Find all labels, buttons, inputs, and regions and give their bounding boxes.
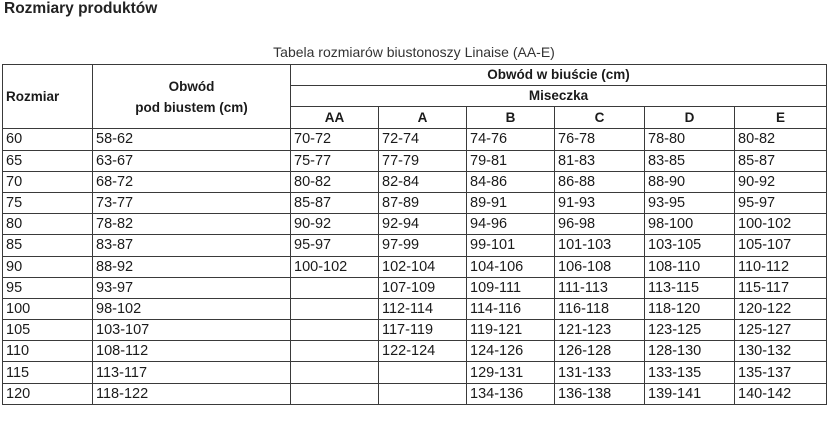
cup-cell-aa: 85-87 (291, 192, 379, 213)
size-cell: 120 (3, 383, 93, 404)
cup-cell-b: 89-91 (467, 192, 555, 213)
cup-cell-aa (291, 341, 379, 362)
cup-cell-c: 96-98 (555, 214, 645, 235)
cup-cell-c: 131-133 (555, 362, 645, 383)
cup-header-a: A (379, 107, 467, 129)
cup-cell-d: 93-95 (645, 192, 735, 213)
cup-group-header: Miseczka (291, 86, 827, 107)
cup-cell-e: 130-132 (735, 341, 827, 362)
underbust-cell: 93-97 (93, 277, 291, 298)
cup-cell-d: 123-125 (645, 320, 735, 341)
underbust-cell: 88-92 (93, 256, 291, 277)
underbust-cell: 118-122 (93, 383, 291, 404)
table-row (3, 362, 827, 383)
cup-cell-d: 78-80 (645, 129, 735, 150)
underbust-column-header (93, 65, 291, 129)
cup-cell-e: 105-107 (735, 235, 827, 256)
cup-cell-a: 107-109 (379, 277, 467, 298)
underbust-cell: 78-82 (93, 214, 291, 235)
cup-cell-aa: 90-92 (291, 214, 379, 235)
cup-cell-b: 109-111 (467, 277, 555, 298)
cup-cell-d: 118-120 (645, 298, 735, 319)
cup-cell-aa: 95-97 (291, 235, 379, 256)
cup-cell-d: 108-110 (645, 256, 735, 277)
cup-cell-d: 113-115 (645, 277, 735, 298)
cup-cell-a: 117-119 (379, 320, 467, 341)
cup-cell-b: 74-76 (467, 129, 555, 150)
cup-cell-b: 124-126 (467, 341, 555, 362)
cup-cell-a: 112-114 (379, 298, 467, 319)
cup-cell-aa: 70-72 (291, 129, 379, 150)
size-column-header: Rozmiar (3, 65, 93, 129)
cup-cell-c: 121-123 (555, 320, 645, 341)
cup-cell-c: 86-88 (555, 171, 645, 192)
underbust-cell: 98-102 (93, 298, 291, 319)
table-row (3, 171, 827, 192)
cup-header-aa: AA (291, 107, 379, 129)
cup-cell-aa (291, 277, 379, 298)
cup-cell-e: 125-127 (735, 320, 827, 341)
table-row (3, 129, 827, 150)
cup-cell-d: 133-135 (645, 362, 735, 383)
cup-cell-c: 106-108 (555, 256, 645, 277)
cup-cell-d: 139-141 (645, 383, 735, 404)
cup-cell-e: 90-92 (735, 171, 827, 192)
underbust-cell: 108-112 (93, 341, 291, 362)
size-cell: 85 (3, 235, 93, 256)
cup-cell-aa (291, 362, 379, 383)
cup-cell-e: 140-142 (735, 383, 827, 404)
size-cell: 70 (3, 171, 93, 192)
underbust-cell: 83-87 (93, 235, 291, 256)
table-row (3, 192, 827, 213)
cup-cell-c: 91-93 (555, 192, 645, 213)
cup-cell-e: 110-112 (735, 256, 827, 277)
cup-cell-aa: 75-77 (291, 150, 379, 171)
table-row (3, 214, 827, 235)
cup-cell-b: 99-101 (467, 235, 555, 256)
cup-cell-a (379, 362, 467, 383)
cup-cell-a: 102-104 (379, 256, 467, 277)
cup-cell-b: 79-81 (467, 150, 555, 171)
table-row (3, 235, 827, 256)
underbust-cell: 113-117 (93, 362, 291, 383)
size-cell: 110 (3, 341, 93, 362)
underbust-cell: 73-77 (93, 192, 291, 213)
cup-cell-d: 88-90 (645, 171, 735, 192)
underbust-cell: 103-107 (93, 320, 291, 341)
cup-cell-e: 100-102 (735, 214, 827, 235)
cup-header-e: E (735, 107, 827, 129)
cup-cell-b: 84-86 (467, 171, 555, 192)
table-row (3, 298, 827, 319)
cup-cell-c: 111-113 (555, 277, 645, 298)
cup-cell-e: 115-117 (735, 277, 827, 298)
cup-cell-a: 87-89 (379, 192, 467, 213)
cup-cell-c: 126-128 (555, 341, 645, 362)
cup-header-d: D (645, 107, 735, 129)
cup-header-c: C (555, 107, 645, 129)
cup-cell-e: 95-97 (735, 192, 827, 213)
cup-cell-aa: 80-82 (291, 171, 379, 192)
cup-cell-b: 119-121 (467, 320, 555, 341)
cup-cell-d: 83-85 (645, 150, 735, 171)
cup-cell-aa (291, 298, 379, 319)
cup-cell-aa (291, 320, 379, 341)
table-row (3, 277, 827, 298)
underbust-cell: 63-67 (93, 150, 291, 171)
size-table (2, 64, 827, 405)
underbust-cell: 58-62 (93, 129, 291, 150)
size-cell: 75 (3, 192, 93, 213)
size-cell: 100 (3, 298, 93, 319)
table-row (3, 256, 827, 277)
table-caption: Tabela rozmiarów biustonoszy Linaise (AA-E) (273, 44, 555, 60)
size-cell: 80 (3, 214, 93, 235)
cup-cell-e: 120-122 (735, 298, 827, 319)
size-cell: 60 (3, 129, 93, 150)
cup-cell-d: 128-130 (645, 341, 735, 362)
cup-cell-d: 103-105 (645, 235, 735, 256)
cup-cell-c: 76-78 (555, 129, 645, 150)
cup-cell-a (379, 383, 467, 404)
cup-header-b: B (467, 107, 555, 129)
table-row (3, 320, 827, 341)
cup-cell-e: 135-137 (735, 362, 827, 383)
cup-cell-e: 85-87 (735, 150, 827, 171)
cup-cell-b: 104-106 (467, 256, 555, 277)
cup-cell-a: 82-84 (379, 171, 467, 192)
page-heading: Rozmiary produktów (4, 0, 158, 17)
cup-cell-b: 134-136 (467, 383, 555, 404)
underbust-header-line1: Obwód (168, 78, 215, 94)
table-row (3, 150, 827, 171)
cup-cell-c: 81-83 (555, 150, 645, 171)
cup-cell-aa: 100-102 (291, 256, 379, 277)
size-cell: 105 (3, 320, 93, 341)
cup-cell-b: 94-96 (467, 214, 555, 235)
cup-cell-a: 77-79 (379, 150, 467, 171)
cup-cell-b: 114-116 (467, 298, 555, 319)
size-cell: 65 (3, 150, 93, 171)
cup-cell-e: 80-82 (735, 129, 827, 150)
cup-cell-aa (291, 383, 379, 404)
cup-cell-b: 129-131 (467, 362, 555, 383)
cup-cell-c: 136-138 (555, 383, 645, 404)
underbust-header-line2: pod biustem (cm) (135, 99, 248, 115)
bust-group-header: Obwód w biuście (cm) (291, 65, 827, 86)
underbust-cell: 68-72 (93, 171, 291, 192)
table-row (3, 383, 827, 404)
table-row (3, 341, 827, 362)
cup-cell-c: 101-103 (555, 235, 645, 256)
size-cell: 115 (3, 362, 93, 383)
cup-cell-a: 97-99 (379, 235, 467, 256)
cup-cell-a: 72-74 (379, 129, 467, 150)
size-cell: 95 (3, 277, 93, 298)
cup-cell-a: 92-94 (379, 214, 467, 235)
cup-cell-a: 122-124 (379, 341, 467, 362)
cup-cell-d: 98-100 (645, 214, 735, 235)
size-cell: 90 (3, 256, 93, 277)
cup-cell-c: 116-118 (555, 298, 645, 319)
